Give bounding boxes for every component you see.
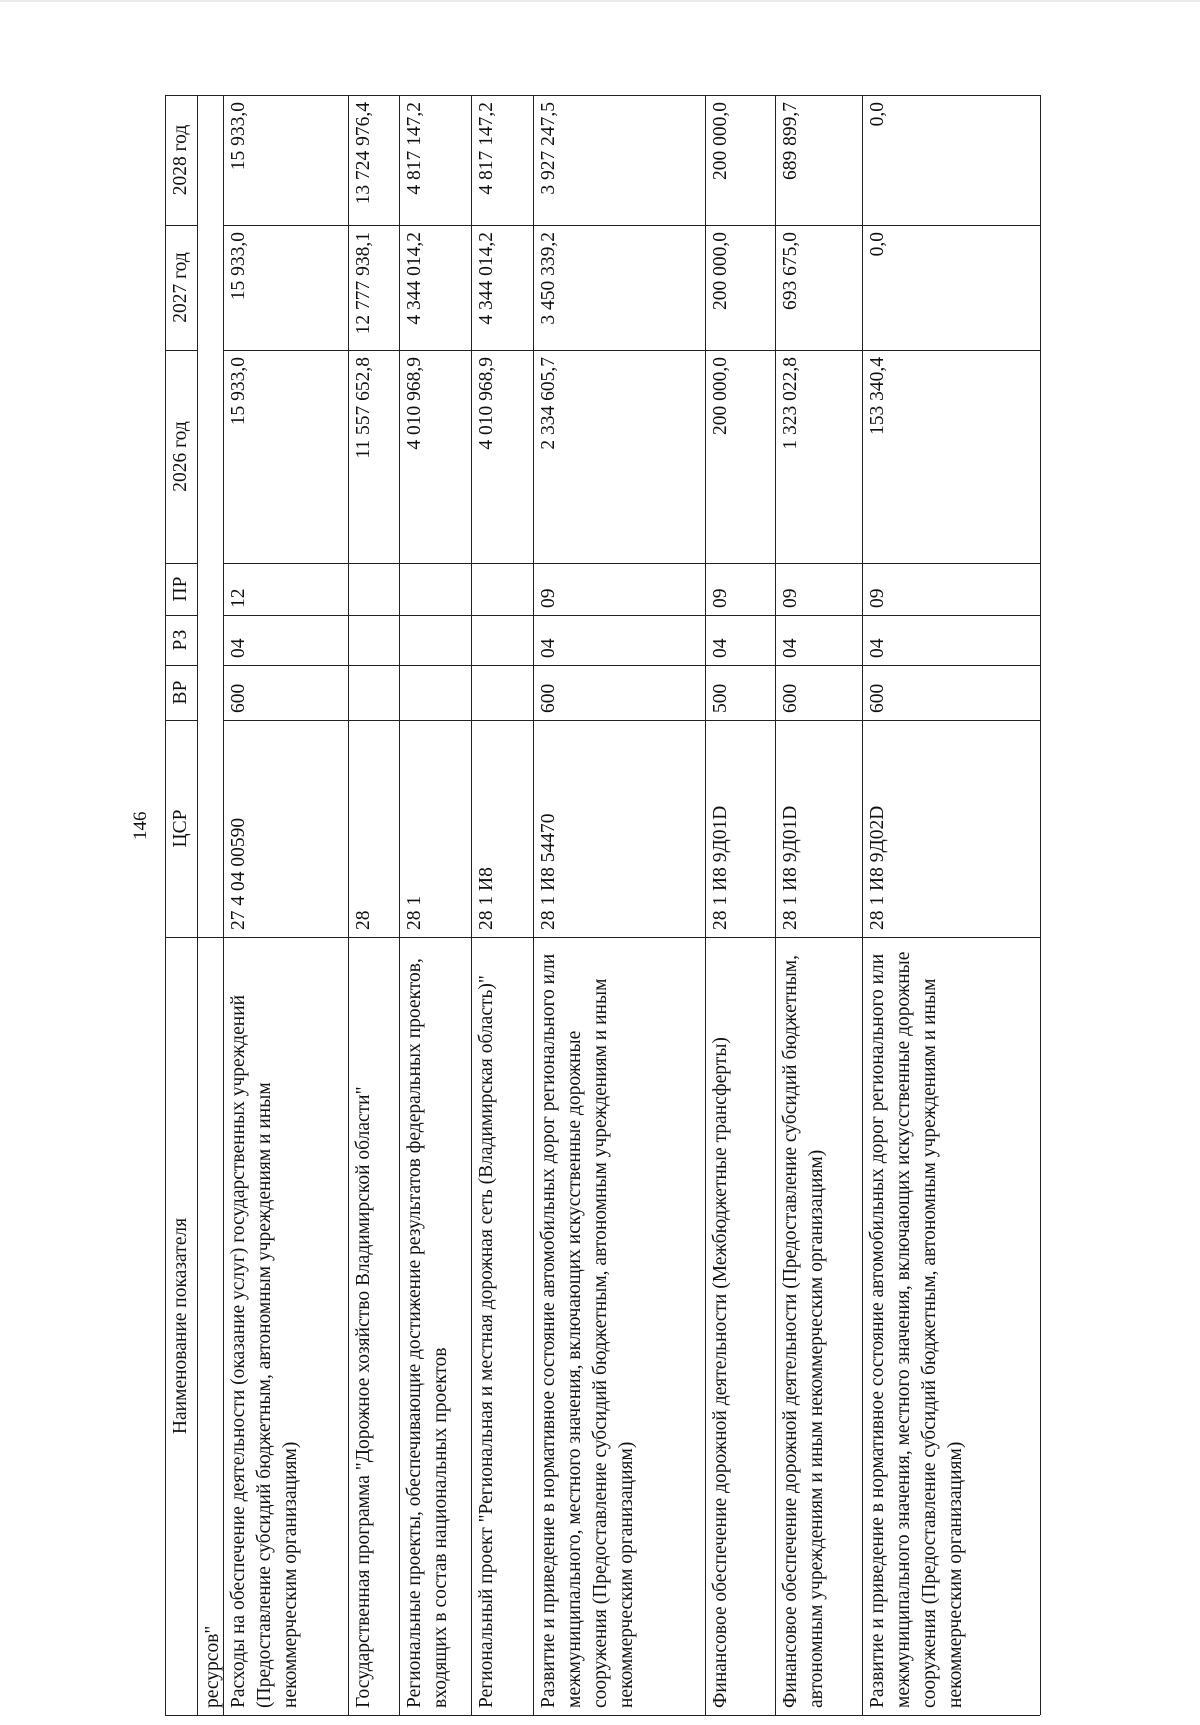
- table-cell-vr: 600: [867, 683, 888, 713]
- table-cell-pr: [402, 570, 470, 608]
- table-row-border: [775, 95, 776, 1715]
- table-cell-vr: 600: [228, 683, 249, 713]
- table-cell-csr: 28 1: [404, 895, 425, 930]
- table-cell-y2028: 4 817 147,2: [476, 102, 497, 195]
- table-cell-y2027: 12 777 938,1: [353, 232, 374, 335]
- table-cell-csr: 28: [353, 910, 374, 930]
- table-cell-vr: [351, 672, 398, 713]
- table-row-border: [705, 95, 706, 1715]
- table-column-border: [165, 563, 197, 564]
- table-cell-y2027: 4 344 014,2: [476, 232, 497, 325]
- table-cell-name: Финансовое обеспечение дорожной деятельности (Межбюджетные трансферты): [710, 1037, 731, 1708]
- table-column-border: [165, 665, 197, 666]
- table-row-border: [348, 95, 349, 1715]
- table-cell-pr: 09: [780, 588, 801, 608]
- table-cell-pr: 09: [710, 588, 731, 608]
- table-column-border: [165, 350, 197, 351]
- header-rz: РЗ: [170, 629, 191, 651]
- table-column-border: [223, 225, 1040, 226]
- scan-edge: [0, 0, 1200, 2]
- table-cell-y2026: 200 000,0: [710, 357, 731, 435]
- table-row-border: [223, 95, 224, 1715]
- header-y2027: 2027 год: [170, 252, 191, 323]
- table-cell-pr: 09: [538, 588, 559, 608]
- table-column-border: [223, 720, 1040, 721]
- table-cell-y2027: 4 344 014,2: [404, 232, 425, 325]
- table-cell-y2028: 689 899,7: [780, 102, 801, 180]
- header-vr: ВР: [170, 680, 191, 705]
- table-column-border: [223, 615, 1040, 616]
- table-column-border: [223, 563, 1040, 564]
- table-column-border: [223, 350, 1040, 351]
- table-column-border: [223, 665, 1040, 666]
- page-number: 146: [130, 811, 151, 840]
- table-cell-y2026: 153 340,4: [867, 357, 888, 435]
- table-cell-y2026: 4 010 968,9: [404, 357, 425, 450]
- table-cell-csr: 28 1 И8 9Д01D: [710, 805, 731, 930]
- table-cell-y2026: 4 010 968,9: [476, 357, 497, 450]
- table-cell-vr: 500: [710, 683, 731, 713]
- table-cell-pr: 09: [867, 588, 888, 608]
- table-cell-pr: [474, 570, 532, 608]
- table-cell-rz: [402, 622, 470, 658]
- table-cell-name: Развитие и приведение в нормативное состояние автомобильных дорог регионального или межмуниципального значения, местного значения, включающих искусственные дорожные сооружения (Предоставление субсидий бюджетным, автономным учреждениям и иным некоммерческим организациям): [867, 951, 966, 1708]
- table-cell-y2028: 4 817 147,2: [404, 102, 425, 195]
- table-cell-y2028: 0,0: [867, 102, 888, 127]
- header-csr: ЦСР: [170, 809, 191, 848]
- table-row-border: [165, 95, 166, 1715]
- table-column-border: [165, 937, 1040, 938]
- table-row-border: [197, 95, 198, 1715]
- table-cell-csr: 28 1 И8 9Д02D: [867, 805, 888, 930]
- table-column-border: [165, 720, 197, 721]
- table-column-border: [165, 1715, 1040, 1716]
- table-cell-y2027: 0,0: [867, 232, 888, 257]
- table-cell-rz: [351, 622, 398, 658]
- table-cell-rz: [474, 622, 532, 658]
- table-cell-csr: 28 1 И8: [476, 867, 497, 930]
- table-cell-csr: 27 4 04 00590: [228, 817, 249, 930]
- table-cell-y2027: 200 000,0: [710, 232, 731, 310]
- continuation-text: ресурсов": [202, 1625, 223, 1708]
- table-cell-y2028: 200 000,0: [710, 102, 731, 180]
- table-cell-rz: 04: [780, 638, 801, 658]
- table-cell-y2028: 3 927 247,5: [538, 102, 559, 195]
- table-cell-y2027: 15 933,0: [228, 232, 249, 301]
- table-row-border: [399, 95, 400, 1715]
- table-cell-name: Государственная программа "Дорожное хозяйство Владимирской области": [353, 1086, 374, 1708]
- table-cell-rz: 04: [228, 638, 249, 658]
- table-cell-y2026: 11 557 652,8: [353, 357, 374, 459]
- table-column-border: [165, 225, 197, 226]
- header-y2026: 2026 год: [170, 421, 191, 492]
- table-cell-csr: 28 1 И8 9Д01D: [780, 805, 801, 930]
- table-row-border: [471, 95, 472, 1715]
- table-cell-vr: [474, 672, 532, 713]
- table-cell-vr: 600: [538, 683, 559, 713]
- budget-table-grid: [165, 95, 1040, 1715]
- table-cell-y2026: 1 323 022,8: [780, 357, 801, 450]
- table-row-border: [533, 95, 534, 1715]
- table-cell-y2028: 13 724 976,4: [353, 102, 374, 205]
- table-cell-y2026: 2 334 605,7: [538, 357, 559, 450]
- table-cell-y2027: 693 675,0: [780, 232, 801, 310]
- table-cell-name: Региональные проекты, обеспечивающие достижение результатов федеральных проектов, входящих в состав национальных проектов: [404, 958, 451, 1708]
- table-cell-csr: 28 1 И8 54470: [538, 813, 559, 930]
- table-cell-rz: 04: [710, 638, 731, 658]
- table-cell-y2028: 15 933,0: [228, 102, 249, 171]
- table-row-border: [862, 95, 863, 1715]
- table-cell-rz: 04: [538, 638, 559, 658]
- table-cell-vr: [402, 672, 470, 713]
- table-cell-y2026: 15 933,0: [228, 357, 249, 426]
- table-cell-name: Финансовое обеспечение дорожной деятельности (Предоставление субсидий бюджетным, автономным учреждениям и иным некоммерческим организациям): [780, 954, 827, 1708]
- table-cell-name: Расходы на обеспечение деятельности (оказание услуг) государственных учреждений (Предоставление субсидий бюджетным, автономным учреждениям и иным некоммерческим организациям): [228, 994, 301, 1708]
- table-cell-pr: [351, 570, 398, 608]
- table-cell-name: Региональный проект "Региональная и местная дорожная сеть (Владимирская область)": [476, 975, 497, 1708]
- table-column-border: [165, 95, 1040, 96]
- table-row-border: [1040, 95, 1041, 1715]
- header-pr: ПР: [170, 576, 191, 602]
- table-cell-name: Развитие и приведение в нормативное состояние автомобильных дорог регионального или межмуниципального, местного значения, включающих искусственные дорожные сооружения (Предоставление субсидий бюджетным, автономным учреждениям и иным некоммерческим организациям): [538, 953, 637, 1708]
- table-cell-pr: 12: [228, 588, 249, 608]
- table-cell-y2027: 3 450 339,2: [538, 232, 559, 325]
- table-cell-vr: 600: [780, 683, 801, 713]
- header-y2028: 2028 год: [170, 124, 191, 196]
- table-column-border: [165, 615, 197, 616]
- table-cell-rz: 04: [867, 638, 888, 658]
- header-name: Наименование показателя: [170, 1217, 191, 1435]
